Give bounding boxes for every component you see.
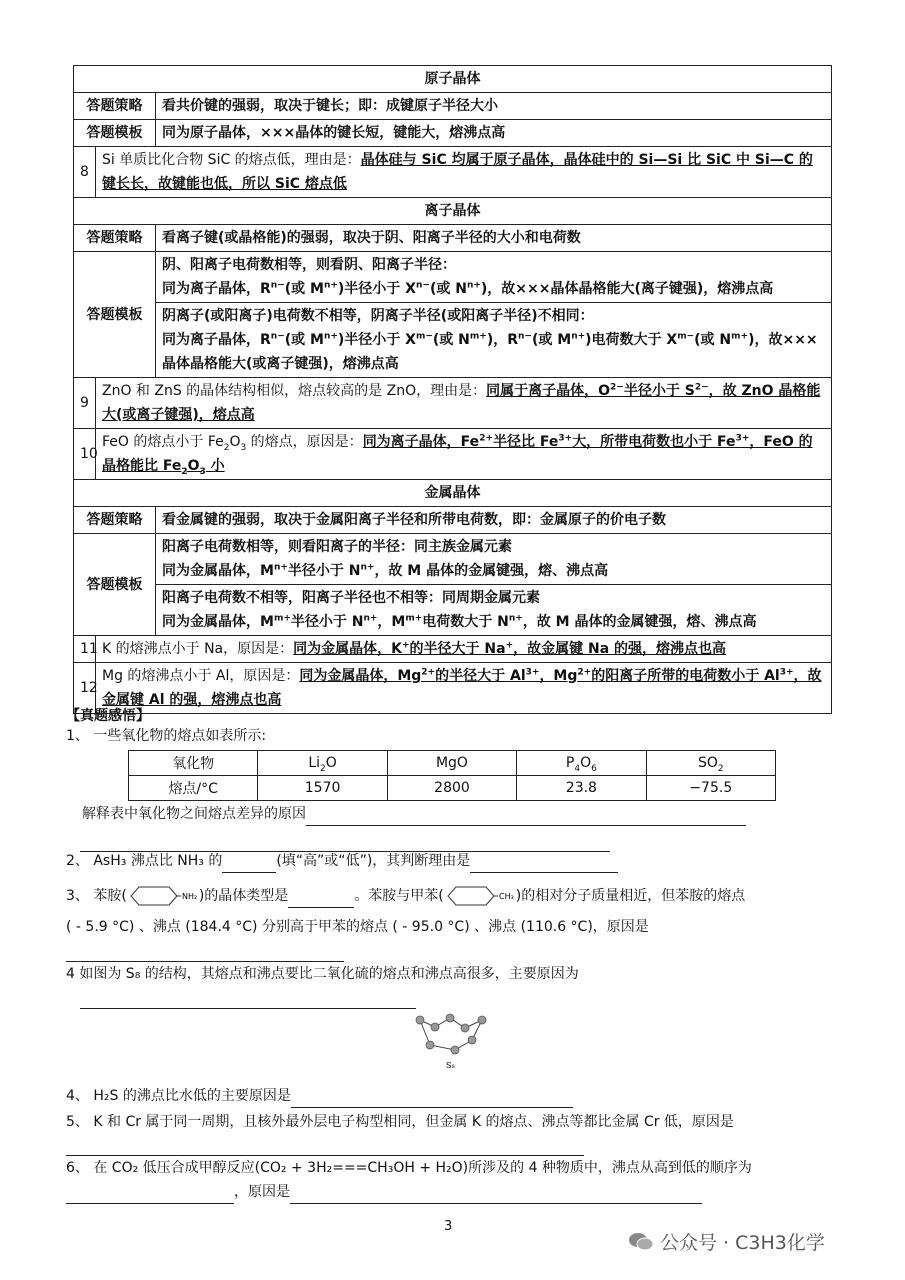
metal-strategy: 看金属键的强弱，取决于金属阳离子半径和所带电荷数，即：金属原子的价电子数 — [156, 507, 832, 534]
section-heading: 【真题感悟】 — [66, 708, 150, 724]
ionic-crystal-title: 离子晶体 — [74, 198, 832, 225]
metal-template-1-body: 同为金属晶体，$M^{n+}$半径小于 $N^{n+}$，故 M 晶体的金属键强，熔、沸点高 — [162, 562, 609, 579]
toluene-label: CH₃ — [498, 892, 514, 901]
ionic-strategy: 看离子键(或晶格能)的强弱，取决于阴、阳离子半径的大小和电荷数 — [156, 225, 832, 252]
toluene-structure-icon — [444, 884, 516, 908]
s8-caption: S₈ — [446, 1061, 455, 1070]
question-12-answer: 同为金属晶体，$Mg^{2+}$的半径大于 $Al^{3+}$，$Mg^{2+}$的阳离子所带的电荷数小于 $Al^{3+}$，故金属键 Al 的强，熔沸点也高 — [102, 667, 822, 708]
question-4a-text: 4 如图为 S₈ 的结构，其熔点和沸点要比二氧化硫的熔点和沸点高很多，主要原因为 — [66, 966, 579, 982]
answer-blank[interactable] — [306, 809, 746, 826]
question-1-text: 1、 一些氧化物的熔点如表所示: — [66, 728, 267, 744]
question-6-line2 — [66, 1180, 702, 1204]
answer-blank[interactable] — [291, 1091, 573, 1108]
atomic-strategy: 看共价键的强弱，取决于键长；即：成键原子半径大小 — [156, 93, 832, 120]
question-6-text: 6、 在 CO₂ 低压合成甲醇反应(CO₂ + 3H₂===CH₃OH + H₂O)所涉及的 4 种物质中，沸点从高到低的顺序为 — [66, 1160, 752, 1176]
oxide-header-label: 氧化物 — [129, 751, 258, 776]
answer-blank[interactable] — [288, 891, 354, 908]
ionic-template-1-head: 阴、阳离子电荷数相等，则看阴、阳离子半径： — [162, 257, 456, 273]
metal-template-1 — [156, 534, 832, 585]
template-label: 答题模板 — [74, 252, 156, 378]
ionic-template-2 — [156, 303, 832, 378]
question-2 — [66, 849, 618, 873]
melting-point-label: 熔点/°C — [129, 776, 258, 801]
question-8-answer: 晶体硅与 SiC 均属于原子晶体，晶体硅中的 Si—Si 比 SiC 中 Si—C 的键长长，故键能也低，所以 SiC 熔点低 — [102, 152, 813, 192]
question-4b-text: 4、 H₂S 的沸点比水低的主要原因是 — [66, 1088, 291, 1104]
question-1-explain — [82, 802, 746, 826]
metal-template-1-head: 阳离子电荷数相等，则看阳离子的半径：同主族金属元素 — [162, 539, 512, 555]
strategy-label: 答题策略 — [74, 507, 156, 534]
question-9-text: ZnO 和 ZnS 的晶体结构相似，熔点较高的是 ZnO，理由是： — [102, 383, 487, 399]
aniline-label: NH₂ — [181, 892, 198, 901]
question-number: 12 — [74, 663, 96, 714]
melting-point-value: −75.5 — [646, 776, 775, 801]
answer-line — [66, 938, 344, 962]
ionic-template-1 — [156, 252, 832, 303]
question-11-answer: 同为金属晶体，K+的半径大于 Na+，故金属键 Na 的强，熔沸点也高 — [293, 640, 727, 657]
answer-blank[interactable] — [66, 945, 344, 962]
atomic-template: 同为原子晶体，×××晶体的键长短，键能大，熔沸点高 — [156, 120, 832, 147]
answer-line — [80, 985, 416, 1009]
answer-blank[interactable] — [290, 1187, 702, 1204]
answer-blank[interactable] — [66, 1187, 234, 1204]
watermark-text: 公众号 · C3H3化学 — [660, 1232, 825, 1254]
s8-structure-diagram — [410, 1012, 495, 1072]
question-number: 9 — [74, 378, 96, 429]
watermark — [628, 1228, 825, 1255]
oxide-so2: $SO_2$ — [646, 751, 775, 776]
question-3-line2: ( - 5.9 °C) 、沸点 (184.4 °C) 分别高于甲苯的熔点 ( - 95.0 °C) 、沸点 (110.6 °C)，原因是 — [66, 919, 649, 935]
metal-template-2 — [156, 585, 832, 636]
question-8 — [96, 147, 832, 198]
question-3-text-a: 3、 苯胺( — [66, 888, 127, 904]
page-number: 3 — [444, 1219, 453, 1234]
question-10: FeO 的熔点小于 $Fe_2O_3$ 的熔点，原因是：同为离子晶体，$Fe^{2+}$半径比 $Fe^{3+}$大，所带电荷数也小于 $Fe^{3+}$，FeO 的晶格能比 $Fe_2O_3$ 小 — [96, 429, 832, 480]
question-6-tail: ，原因是 — [234, 1184, 290, 1200]
strategy-label: 答题策略 — [74, 93, 156, 120]
question-9 — [96, 378, 832, 429]
ionic-template-1-body: 同为离子晶体，$R^{n-}$(或 $M^{n+}$)半径小于 $X^{n-}$(或 $N^{n+}$)，故×××晶体晶格能大(离子键强)，熔沸点高 — [162, 280, 774, 297]
question-11 — [96, 636, 832, 663]
question-3-text-b: )的晶体类型是 — [198, 888, 289, 904]
template-label: 答题模板 — [74, 534, 156, 636]
oxide-melting-point-table — [128, 750, 776, 801]
oxide-p4o6: $P_4O_6$ — [517, 751, 646, 776]
question-5-text: 5、 K 和 Cr 属于同一周期，且核外最外层电子构型相同，但金属 K 的熔点、沸点等都比金属 Cr 低，原因是 — [66, 1114, 734, 1130]
question-3 — [66, 884, 745, 908]
question-2-mid: (填“高”或“低”)，其判断理由是 — [276, 853, 471, 869]
melting-point-value: 23.8 — [517, 776, 646, 801]
question-8-text: Si 单质比化合物 SiC 的熔点低，理由是： — [102, 152, 361, 168]
question-12-text: Mg 的熔沸点小于 Al，原因是： — [102, 668, 300, 684]
template-label: 答题模板 — [74, 120, 156, 147]
answer-blank[interactable] — [470, 856, 618, 873]
question-3-text-d: )的相对分子质量相近，但苯胺的熔点 — [515, 888, 746, 904]
answer-line — [66, 1132, 584, 1156]
ionic-template-2-head: 阴离子(或阳离子)电荷数不相等，阴离子半径(或阳离子半径)不相同： — [162, 308, 594, 324]
melting-point-value: 1570 — [258, 776, 387, 801]
oxide-li2o: $Li_2O$ — [258, 751, 387, 776]
aniline-structure-icon — [127, 884, 199, 908]
answer-blank[interactable] — [222, 856, 276, 873]
ionic-template-2-body: 同为离子晶体，$R^{n-}$(或 $M^{n+}$)半径小于 $X^{m-}$(或 $N^{m+}$)，$R^{n-}$(或 $M^{n+}$)电荷数大于 $X^{m-}$(或 $N^{m+}$)，故×××晶体晶格能大(或离子键强)，熔沸点高 — [162, 331, 818, 372]
question-number: 11 — [74, 636, 96, 663]
crystal-summary-table — [73, 65, 832, 714]
strategy-label: 答题策略 — [74, 225, 156, 252]
question-12 — [96, 663, 832, 714]
metal-template-2-head: 阳离子电荷数不相等，阳离子半径也不相等：同周期金属元素 — [162, 590, 540, 606]
atomic-crystal-title: 原子晶体 — [74, 66, 832, 93]
question-2-text: 2、 AsH₃ 沸点比 NH₃ 的 — [66, 853, 223, 869]
melting-point-value: 2800 — [387, 776, 516, 801]
question-11-text: K 的熔沸点小于 Na，原因是： — [102, 641, 294, 657]
oxide-mgo: MgO — [387, 751, 516, 776]
question-4b — [66, 1084, 573, 1108]
question-1-explain-text: 解释表中氧化物之间熔点差异的原因 — [82, 806, 306, 822]
answer-blank[interactable] — [66, 1139, 584, 1156]
metal-crystal-title: 金属晶体 — [74, 480, 832, 507]
question-3-text-c: 。苯胺与甲苯( — [354, 888, 444, 904]
question-9-answer: 同属于离子晶体，$O^{2-}$半径小于 $S^{2-}$，故 ZnO 晶格能大(或离子键强)，熔点高 — [102, 382, 821, 423]
metal-template-2-body: 同为金属晶体，$M^{m+}$半径小于 $N^{n+}$，$M^{m+}$电荷数大于 $N^{n+}$，故 M 晶体的金属键强，熔、沸点高 — [162, 613, 757, 630]
wechat-icon — [628, 1231, 654, 1253]
question-number: 10 — [74, 429, 96, 480]
answer-blank[interactable] — [80, 992, 416, 1009]
question-number: 8 — [74, 147, 96, 198]
question-10-answer: 同为离子晶体，$Fe^{2+}$半径比 $Fe^{3+}$大，所带电荷数也小于 $Fe^{3+}$，FeO 的晶格能比 $Fe_2O_3$ 小 — [102, 433, 813, 477]
